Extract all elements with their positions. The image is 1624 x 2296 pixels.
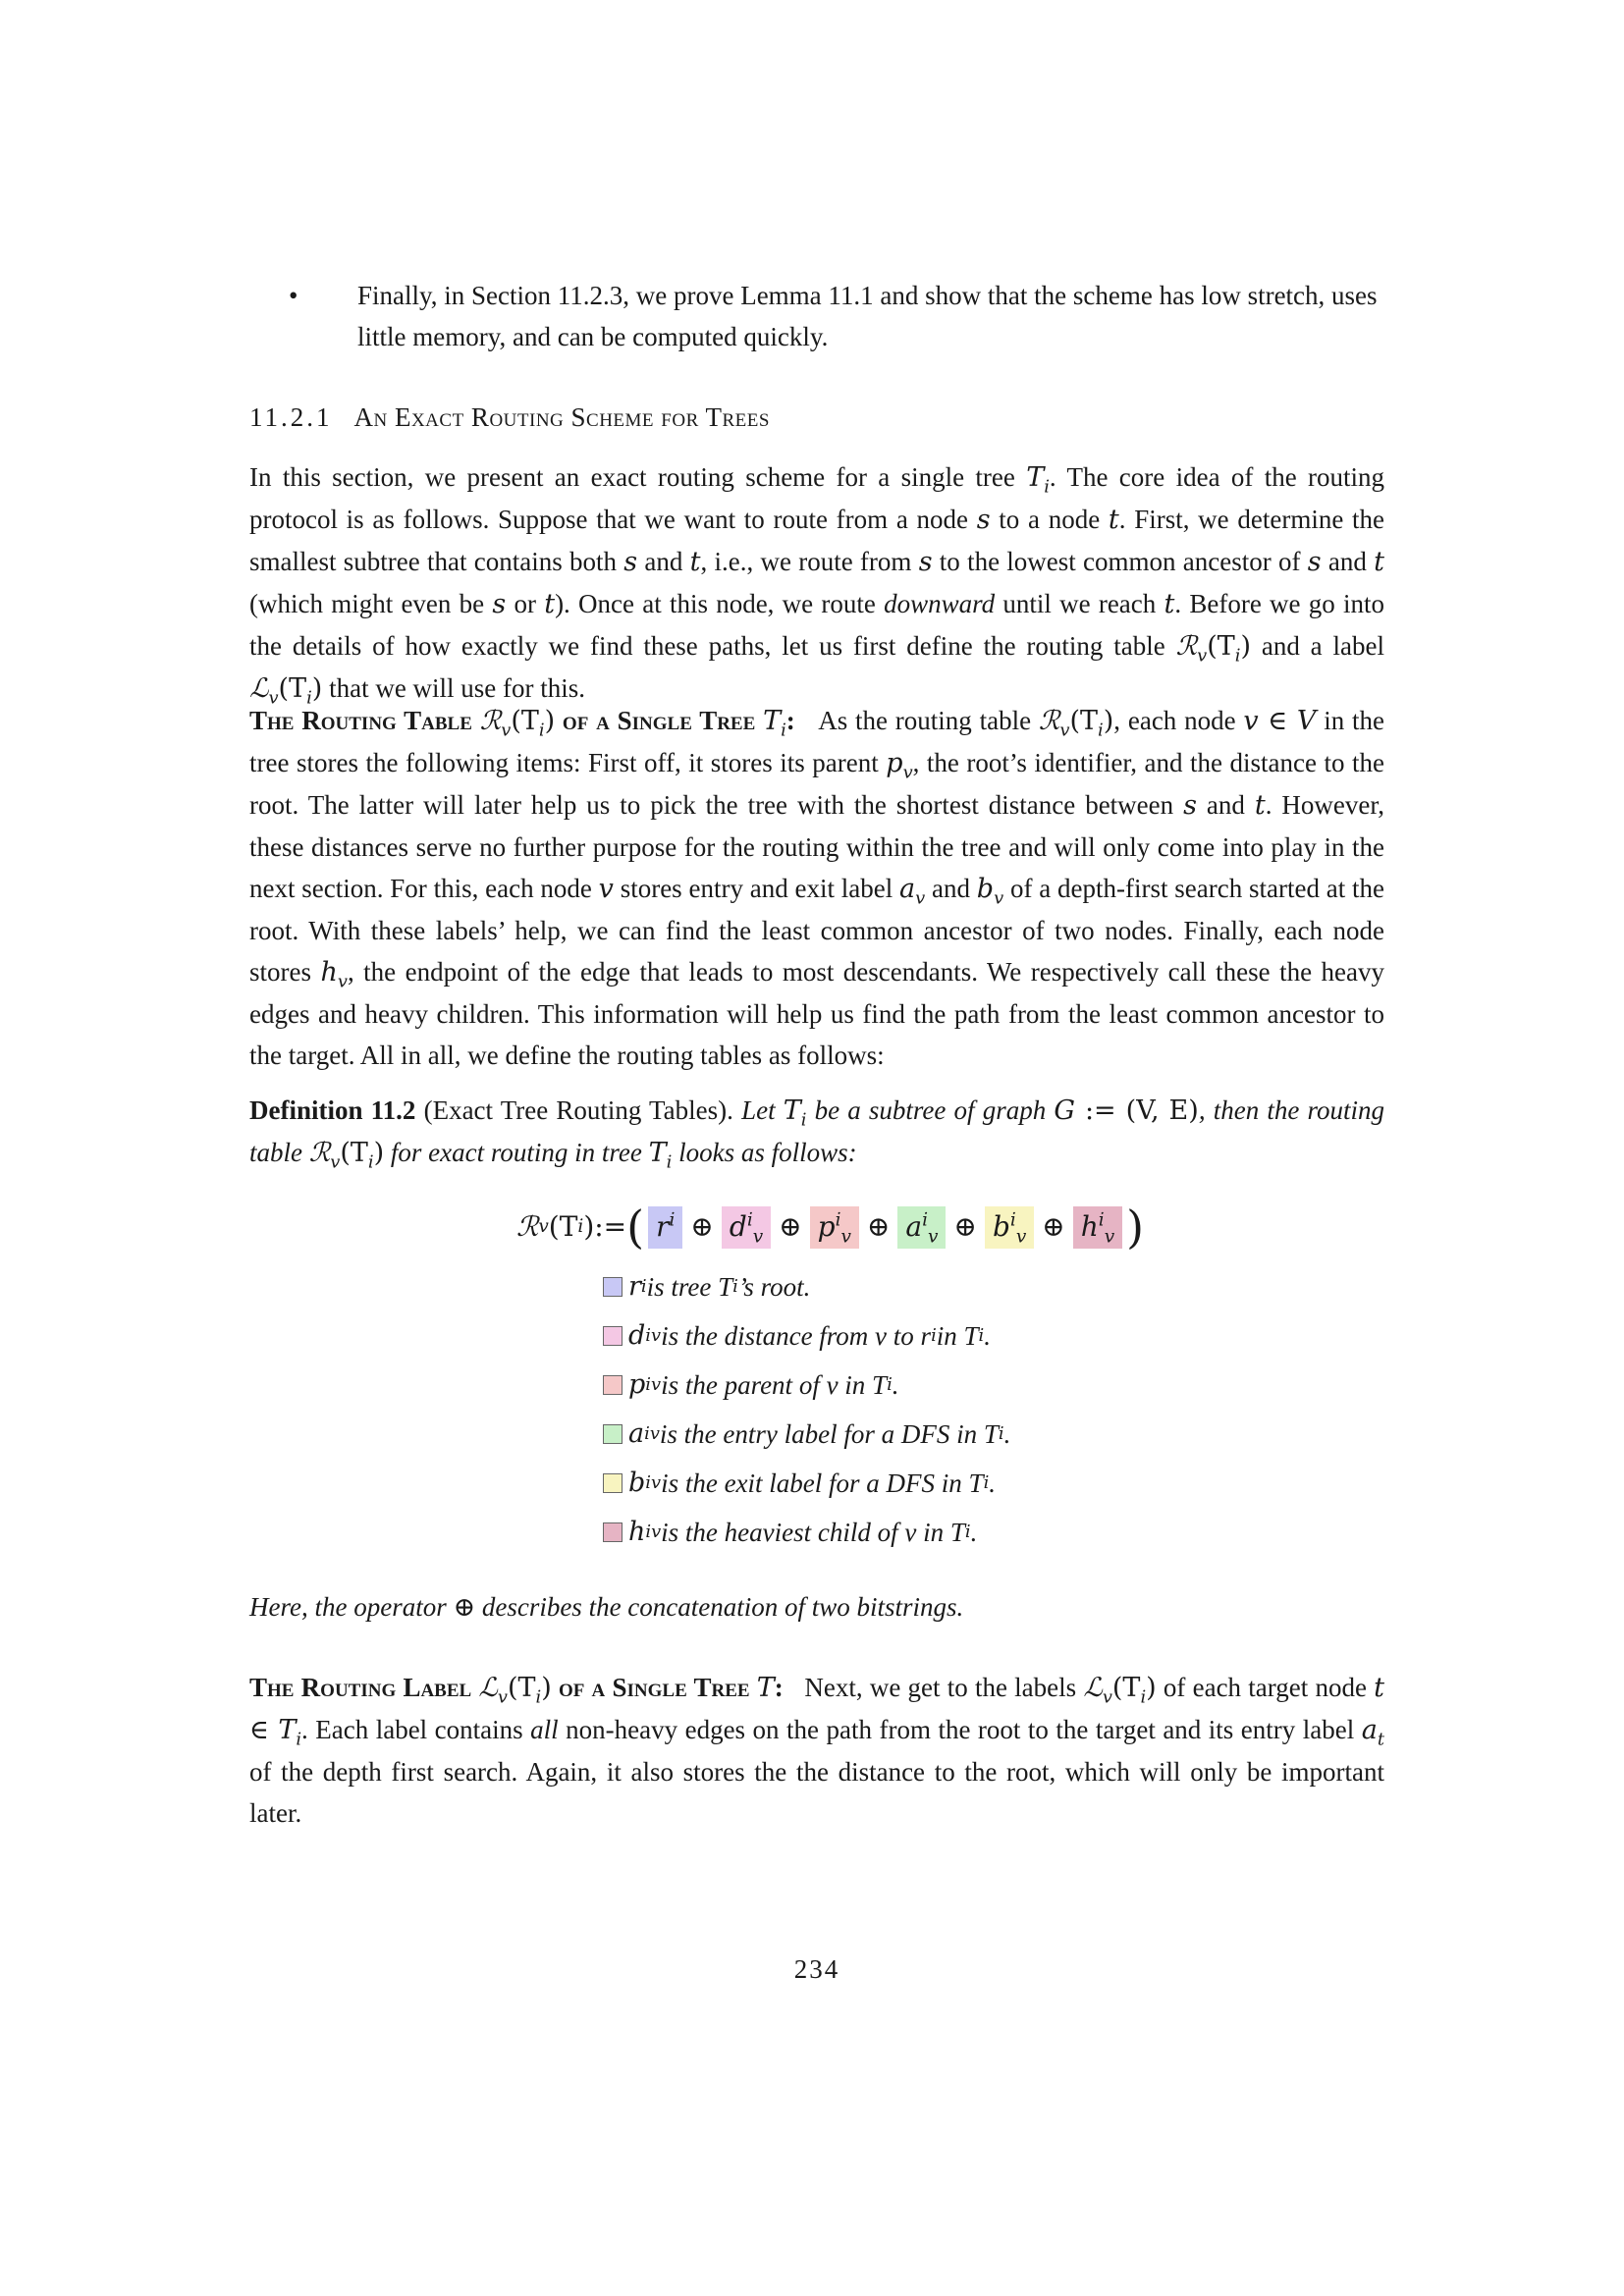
- eq-box-heavy: $h^i_v$: [1073, 1206, 1122, 1249]
- eq-box-exit: $b^i_v$: [985, 1206, 1034, 1249]
- open-paren: (: [626, 1201, 645, 1254]
- legend-item-distance: d i v is the distance from v to r i in T i .: [603, 1311, 1010, 1361]
- paragraph-routing-table: The Routing Table $ℛ_v(T_i)$ of a Single Tree $T_i$: As the routing table $ℛ_v(T_i)$, each node v ∈ V in the tree stores the following items: First off, it stores its parent $p_v$, the root’s identifier, and the distance to the root. The latter will later help us to pick the tree with the shortest distance between s and t. However, these distances serve no further purpose for the routing within the tree and will only come into play in the next section. For this, each node v stores entry and exit label $a_v$ and $b_v$ of a depth-first search started at the root. With these labels’ help, we can find the least common ancestor of two nodes. Finally, each node stores $h_v$, the endpoint of the edge that leads to most descendants. We respectively call these the heavy edges and heavy children. This information will help us find the path from the least common ancestor to the target. All in all, we define the routing tables as follows:: [249, 706, 1385, 1070]
- eq-box-distance: $d^i_v$: [722, 1206, 771, 1249]
- definition-label: Definition 11.2: [249, 1095, 416, 1125]
- definition-block: Definition 11.2 (Exact Tree Routing Tables). Let $T_i$ be a subtree of graph G := (V, E), then the routing table $ℛ_v(T_i)$ for exact routing in tree $T_i$ looks as follows:: [249, 1095, 1385, 1173]
- legend-item-parent: p i v is the parent of v in T i .: [603, 1361, 1010, 1410]
- eq-box-entry: $a^i_v$: [897, 1206, 946, 1249]
- section-heading: [249, 397, 1384, 438]
- bullet-dot-icon: •: [289, 281, 298, 310]
- operator-note: Here, the operator ⊕ describes the concatenation of two bitstrings.: [249, 1592, 964, 1623]
- paragraph-routing-label: The Routing Label $ℒ_v(T_i)$ of a Single Tree T: Next, we get to the labels $ℒ_v(T_i)$ of each target node t ∈ $T_i$. Each label contains all non-heavy edges on the path from the root to the target and its entry label $a_t$ of the depth first search. Again, it also stores the the distance to the root, which will only be important later.: [249, 1673, 1385, 1828]
- swatch-icon: [603, 1473, 623, 1493]
- eq-box-root: $r^i$: [648, 1206, 682, 1249]
- bullet-item: [289, 275, 1384, 357]
- section-title: An Exact Routing Scheme for Trees: [353, 402, 770, 432]
- paragraph-intro: In this section, we present an exact routing scheme for a single tree $T_i$. The core idea of the routing protocol is as follows. Suppose that we want to route from a node s to a node t. First, we determine the smallest subtree that contains both s and t, i.e., we route from s to the lowest common ancestor of s and t (which might even be s or t). Once at this node, we route downward until we reach t. Before we go into the details of how exactly we find these paths, let us first define the routing table $ℛ_v(T_i)$ and a label $ℒ_v(T_i)$ that we will use for this.: [249, 462, 1385, 709]
- routing-table-equation: ℛ v (T i ) := ( $r^i$ ⊕ $d^i_v$ ⊕ $p^i_v$ ⊕ $a^i_v$ ⊕ $b^i_v$ ⊕ $h^i_v$ ): [516, 1201, 1145, 1254]
- legend-item-exit: b i v is the exit label for a DFS in T i .: [603, 1459, 1010, 1508]
- bullet-text: Finally, in Section 11.2.3, we prove Lemma 11.1 and show that the scheme has low stretch, uses little memory, and can be computed quickly.: [357, 281, 1378, 351]
- legend-item-entry: a i v is the entry label for a DFS in T i .: [603, 1410, 1010, 1459]
- swatch-icon: [603, 1277, 623, 1297]
- legend: [603, 1262, 1010, 1557]
- swatch-icon: [603, 1375, 623, 1395]
- swatch-icon: [603, 1424, 623, 1444]
- legend-item-heavy: h i v is the heaviest child of v in T i .: [603, 1508, 1010, 1557]
- eq-box-parent: $p^i_v$: [810, 1206, 859, 1249]
- swatch-icon: [603, 1522, 623, 1542]
- page-number: 234: [793, 1954, 840, 1984]
- close-paren: ): [1126, 1201, 1145, 1254]
- section-number: 11.2.1: [249, 402, 333, 432]
- page: [249, 0, 1384, 2296]
- swatch-icon: [603, 1326, 623, 1346]
- legend-item-root: r i is tree T i ’s root.: [603, 1262, 1010, 1311]
